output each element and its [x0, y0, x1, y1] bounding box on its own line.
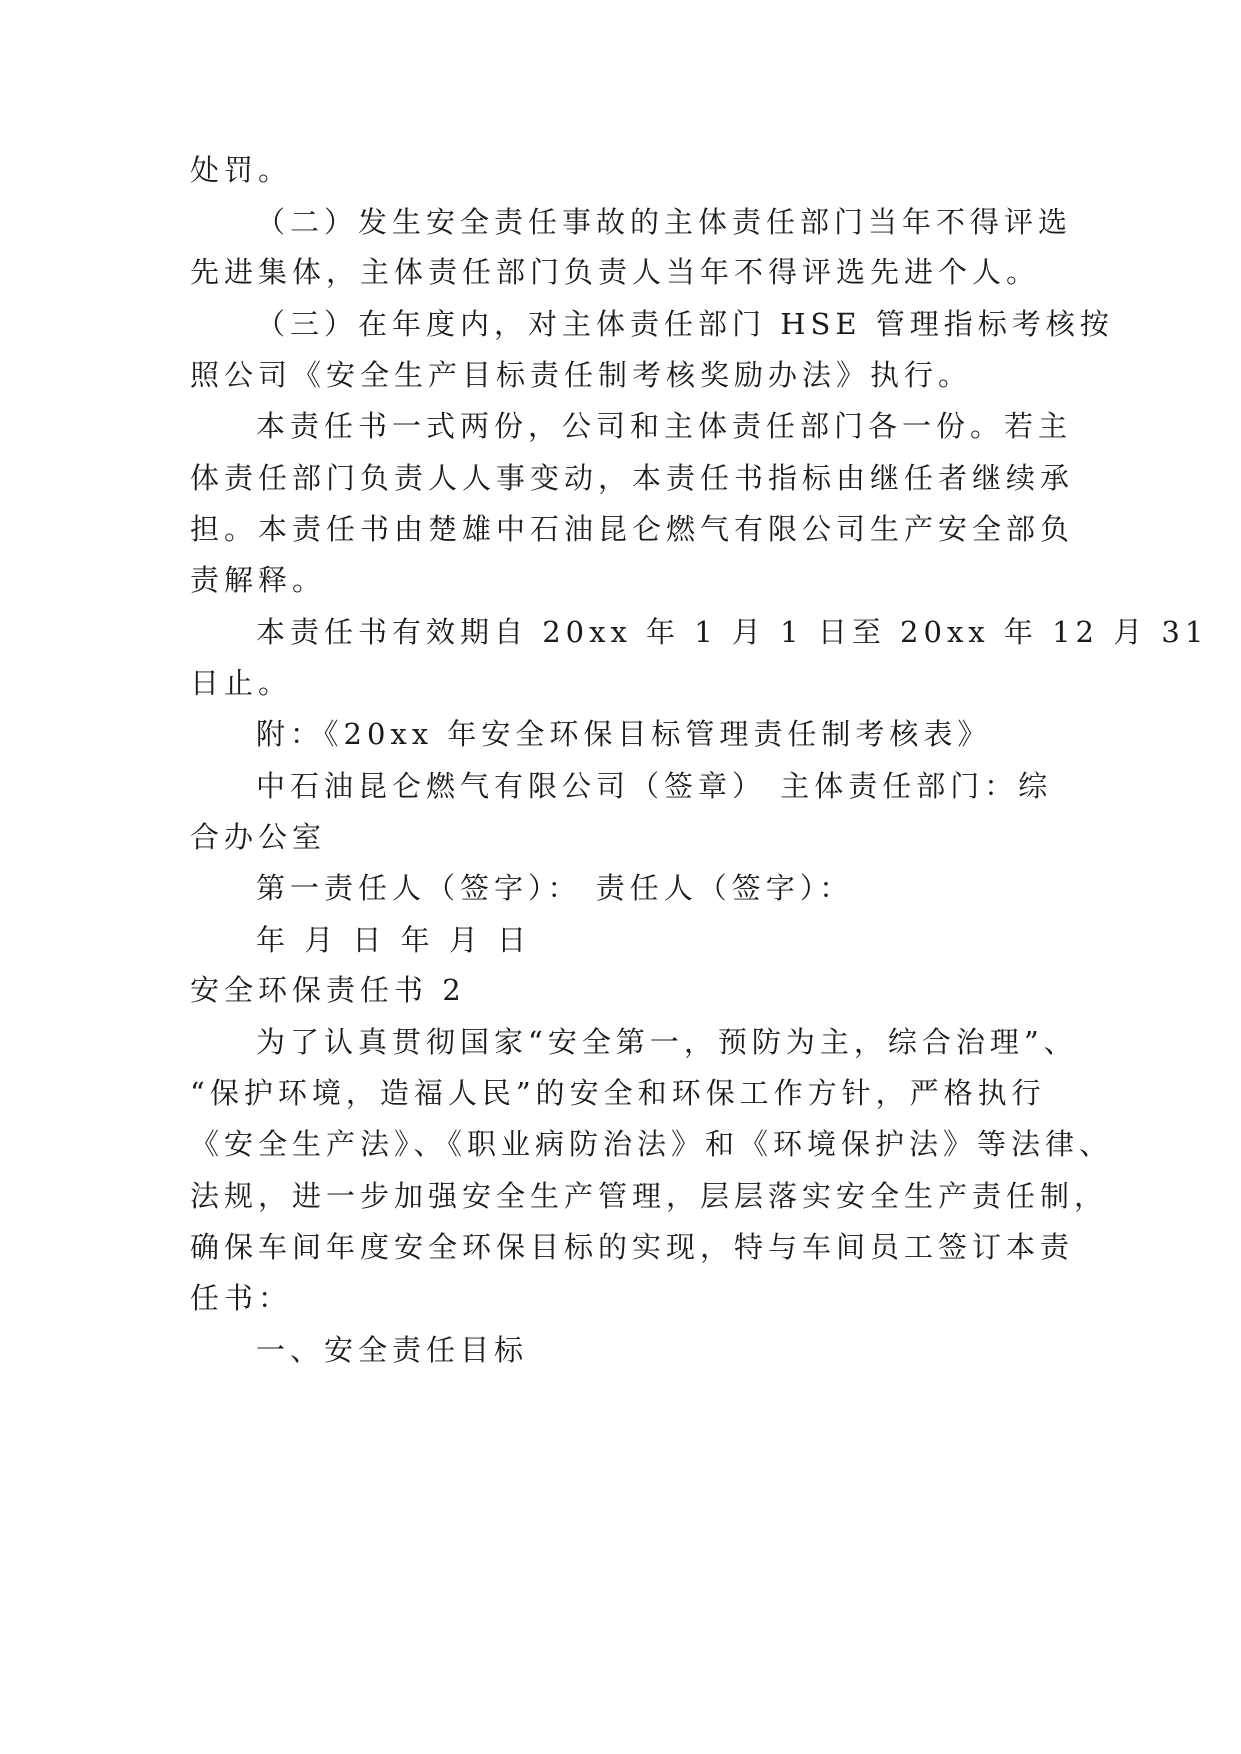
text-line: 中石油昆仑燃气有限公司（签章） 主体责任部门：综: [256, 769, 1053, 803]
text-line: 附：《20xx 年安全环保目标管理责任制考核表》: [256, 717, 992, 751]
text-line: “保护环境，造福人民”的安全和环保工作方针，严格执行: [190, 1076, 1046, 1110]
text-line: 体责任部门负责人人事变动，本责任书指标由继任者继续承: [190, 461, 1075, 495]
text-line: （二）发生安全责任事故的主体责任部门当年不得评选: [256, 205, 1073, 239]
text-line: 本责任书一式两份，公司和主体责任部门各一份。若主: [256, 409, 1073, 443]
text-line: 法规，进一步加强安全生产管理，层层落实安全生产责任制，: [190, 1179, 1109, 1213]
text-line: 为了认真贯彻国家“安全第一，预防为主，综合治理”、: [256, 1025, 1078, 1059]
text-line: 先进集体，主体责任部门负责人当年不得评选先进个人。: [190, 255, 1041, 289]
text-line: 第一责任人（签字）： 责任人（签字）：: [256, 871, 854, 905]
text-line: 安全环保责任书 2: [190, 973, 466, 1007]
text-line: 《安全生产法》、《职业病防治法》和《环境保护法》等法律、: [190, 1127, 1114, 1161]
text-line: 确保车间年度安全环保目标的实现，特与车间员工签订本责: [190, 1230, 1075, 1264]
text-line: 年 月 日 年 月 日: [256, 923, 532, 957]
text-line: 责解释。: [190, 563, 327, 597]
text-line: （三）在年度内，对主体责任部门 HSE 管理指标考核按: [256, 307, 1114, 341]
text-line: 任书：: [190, 1281, 293, 1315]
text-line: 担。本责任书由楚雄中石油昆仑燃气有限公司生产安全部负: [190, 512, 1075, 546]
text-line: 处罚。: [190, 153, 293, 187]
text-line: 日止。: [190, 666, 293, 700]
text-line: 照公司《安全生产目标责任制考核奖励办法》执行。: [190, 358, 973, 392]
text-line: 合办公室: [190, 820, 327, 854]
text-line: 一、安全责任目标: [256, 1333, 529, 1367]
text-line: 本责任书有效期自 20xx 年 1 月 1 日至 20xx 年 12 月 31: [256, 615, 1209, 649]
